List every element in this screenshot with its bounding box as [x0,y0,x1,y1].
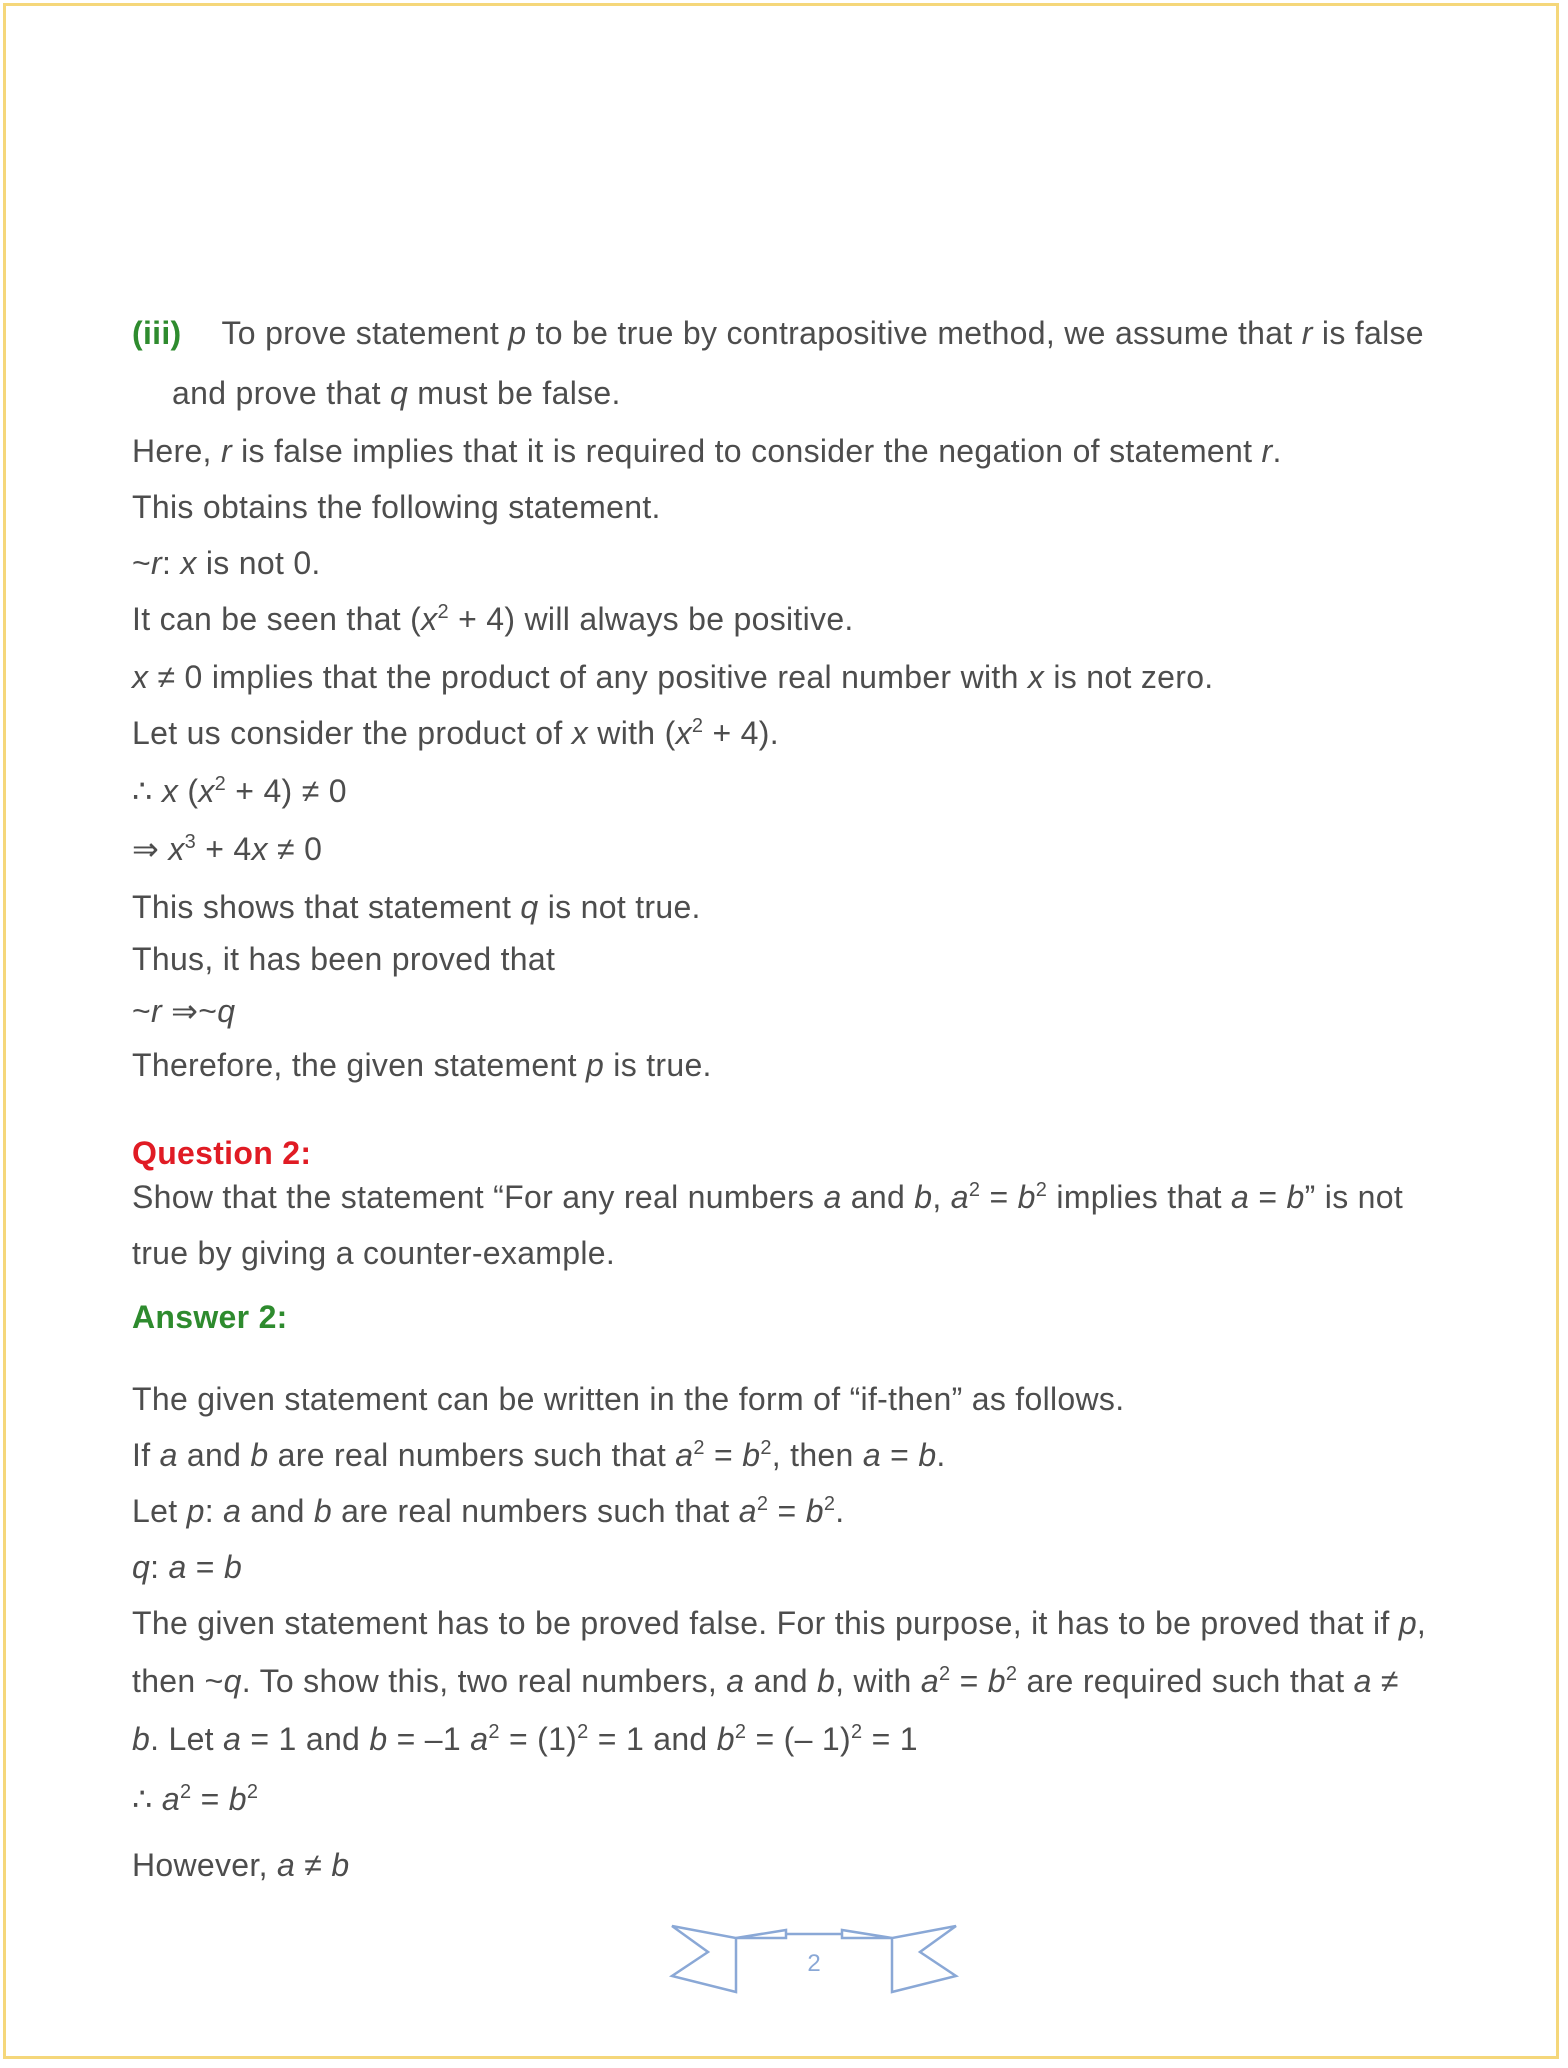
page-number: 2 [807,1950,821,1977]
equation-line: ∴ $a^2 = b^2$ [132,1781,259,1817]
proof-line: Thus, it has been proved that [132,941,556,977]
part-iii-line-2: and prove that q must be false. [172,375,621,411]
proof-line: Here, r is false implies that it is required to consider the negation of statement r. [132,433,1282,469]
proof-line: It can be seen that $(x^2 + 4)$ will always be positive. [132,601,854,637]
answer-line: b. Let a = 1 and b = –1 $a^2 = (1)^2 = 1$ and $b^2$ = (– 1)$^2$ = 1 [132,1721,918,1757]
part-iii-line-1: (iii) To prove statement p to be true by contrapositive method, we assume that r is false [132,315,1424,351]
page-footer [666,1920,962,2000]
equation-line: ~r ⇒~q [132,993,236,1029]
answer-line: However, a ≠ b [132,1847,350,1883]
answer-line: q: a = b [132,1549,243,1585]
answer-heading: Answer 2: [132,1299,288,1335]
answer-line: then ~q. To show this, two real numbers, a and b, with $a^2 = b^2$ are required such that a ≠ [132,1663,1399,1699]
answer-line: The given statement has to be proved false. For this purpose, it has to be proved that if p, [132,1605,1427,1641]
equation-line: ∴ x $(x^2 + 4) \ne 0$ [132,773,347,809]
answer-line: The given statement can be written in the form of “if-then” as follows. [132,1381,1125,1417]
proof-line: Therefore, the given statement p is true. [132,1047,712,1083]
proof-line: Let us consider the product of x with $(x^2 + 4)$. [132,715,779,751]
equation-line: ⇒ $x^3 + 4x \ne 0$ [132,831,323,867]
question-text: Show that the statement “For any real numbers a and b, $a^2 = b^2$ implies that a = b” is not [132,1179,1404,1215]
answer-line: Let p: a and b are real numbers such that $a^2 = b^2$. [132,1493,845,1529]
question-heading: Question 2: [132,1135,312,1171]
proof-line: This obtains the following statement. [132,489,661,525]
proof-line: This shows that statement q is not true. [132,889,701,925]
answer-line: If a and b are real numbers such that $a^2 = b^2$, then a = b. [132,1437,946,1473]
proof-line: ~r: x is not 0. [132,545,321,581]
proof-line: x ≠ 0 implies that the product of any positive real number with x is not zero. [132,659,1214,695]
question-text: true by giving a counter-example. [132,1235,616,1271]
part-iii-marker: (iii) [132,315,182,351]
